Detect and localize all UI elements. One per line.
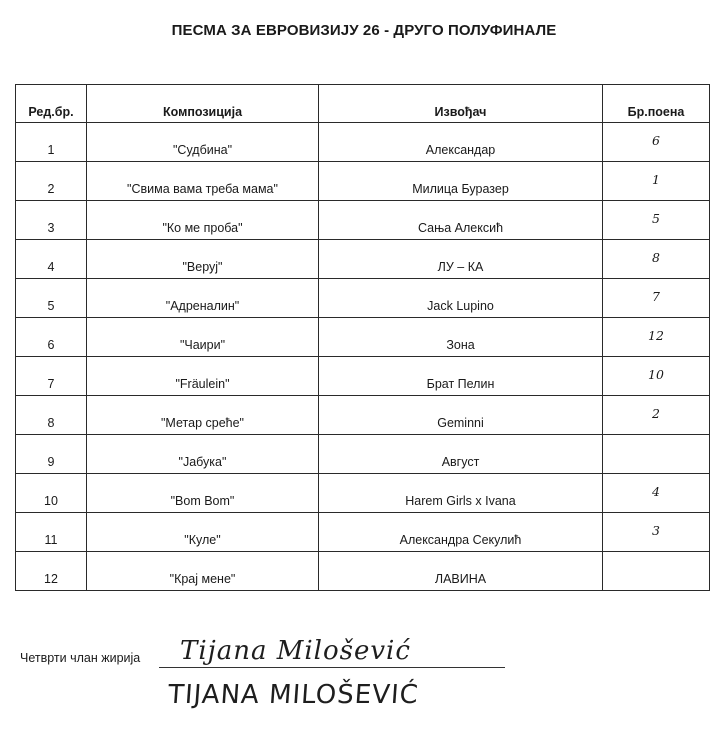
row-performer: Jack Lupino bbox=[319, 279, 603, 318]
row-composition: "Fräulein" bbox=[87, 357, 319, 396]
row-number: 3 bbox=[16, 201, 87, 240]
row-performer: Зона bbox=[319, 318, 603, 357]
row-number: 9 bbox=[16, 435, 87, 474]
row-number: 1 bbox=[16, 123, 87, 162]
header-composition: Композиција bbox=[87, 85, 319, 123]
row-composition: "Свима вама треба мама" bbox=[87, 162, 319, 201]
row-number: 4 bbox=[16, 240, 87, 279]
row-number: 8 bbox=[16, 396, 87, 435]
row-performer: Geminni bbox=[319, 396, 603, 435]
row-composition: "Ко ме проба" bbox=[87, 201, 319, 240]
header-number: Ред.бр. bbox=[16, 85, 87, 123]
table-row bbox=[16, 435, 710, 474]
row-points: 4 bbox=[603, 474, 710, 513]
row-composition: "Крај мене" bbox=[87, 552, 319, 591]
row-performer: Брат Пелин bbox=[319, 357, 603, 396]
row-performer: Александар bbox=[319, 123, 603, 162]
table-row bbox=[16, 318, 710, 357]
row-number: 11 bbox=[16, 513, 87, 552]
row-number: 7 bbox=[16, 357, 87, 396]
scoring-table bbox=[15, 84, 710, 591]
row-points: 1 bbox=[603, 162, 710, 201]
row-points: 6 bbox=[603, 123, 710, 162]
row-composition: "Веруј" bbox=[87, 240, 319, 279]
row-performer: ЛУ – КА bbox=[319, 240, 603, 279]
row-number: 5 bbox=[16, 279, 87, 318]
row-composition: "Метар среће" bbox=[87, 396, 319, 435]
row-points: 12 bbox=[603, 318, 710, 357]
row-number: 10 bbox=[16, 474, 87, 513]
row-performer: ЛАВИНА bbox=[319, 552, 603, 591]
table-row bbox=[16, 357, 710, 396]
header-points: Бр.поена bbox=[603, 85, 710, 123]
row-points: 2 bbox=[603, 396, 710, 435]
row-number: 12 bbox=[16, 552, 87, 591]
juror-label: Четврти члан жирија bbox=[20, 651, 141, 665]
row-performer: Harem Girls x Ivana bbox=[319, 474, 603, 513]
row-composition: "Судбина" bbox=[87, 123, 319, 162]
row-points: 8 bbox=[603, 240, 710, 279]
juror-signature: Tijana Milošević bbox=[180, 636, 411, 666]
table-row bbox=[16, 513, 710, 552]
row-points bbox=[603, 552, 710, 591]
row-performer: Сања Алексић bbox=[319, 201, 603, 240]
row-points: 10 bbox=[603, 357, 710, 396]
table-row bbox=[16, 162, 710, 201]
row-number: 2 bbox=[16, 162, 87, 201]
row-points: 5 bbox=[603, 201, 710, 240]
row-number: 6 bbox=[16, 318, 87, 357]
table-row bbox=[16, 240, 710, 279]
table-row bbox=[16, 201, 710, 240]
juror-printed-name: TIJANA MILOŠEVIĆ bbox=[166, 680, 420, 710]
row-performer: Милица Буразер bbox=[319, 162, 603, 201]
row-performer: Александра Секулић bbox=[319, 513, 603, 552]
signature-line bbox=[159, 667, 505, 668]
row-points: 7 bbox=[603, 279, 710, 318]
row-composition: "Чаири" bbox=[87, 318, 319, 357]
row-performer: Август bbox=[319, 435, 603, 474]
row-composition: "Bom Bom" bbox=[87, 474, 319, 513]
row-composition: "Јабука" bbox=[87, 435, 319, 474]
row-points: 3 bbox=[603, 513, 710, 552]
row-composition: "Куле" bbox=[87, 513, 319, 552]
table-header-row bbox=[16, 85, 710, 123]
row-composition: "Адреналин" bbox=[87, 279, 319, 318]
table-row bbox=[16, 279, 710, 318]
row-points bbox=[603, 435, 710, 474]
table-row bbox=[16, 474, 710, 513]
table-row bbox=[16, 396, 710, 435]
table-row bbox=[16, 552, 710, 591]
header-performer: Извођач bbox=[319, 85, 603, 123]
table-row bbox=[16, 123, 710, 162]
document-title: ПЕСМА ЗА ЕВРОВИЗИЈУ 26 - ДРУГО ПОЛУФИНАЛЕ bbox=[171, 22, 557, 39]
